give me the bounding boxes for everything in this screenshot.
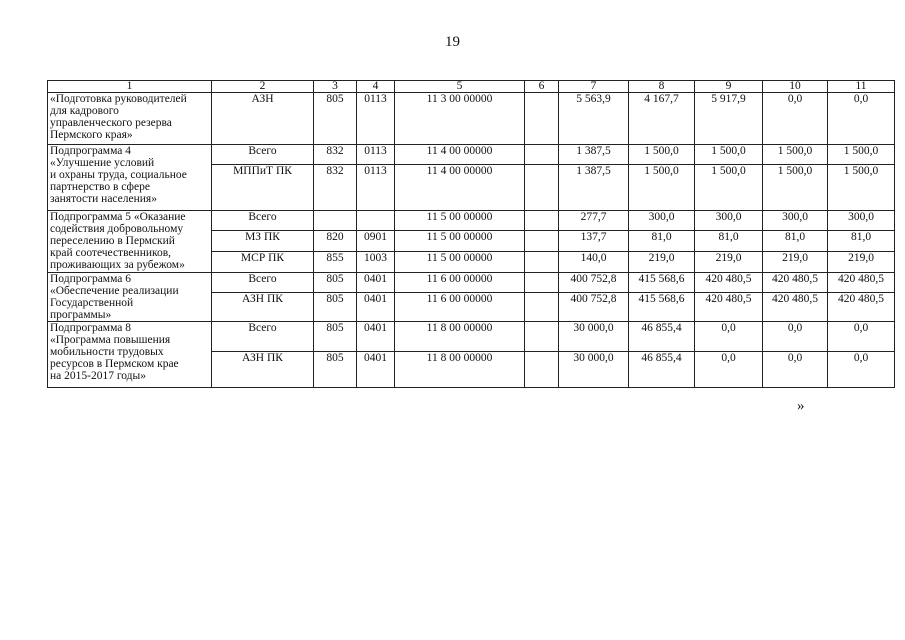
table-cell: 81,0 <box>695 231 763 252</box>
budget-table <box>47 80 895 388</box>
table-cell: 137,7 <box>559 231 629 252</box>
table-cell: 832 <box>314 165 357 211</box>
table-cell: 219,0 <box>828 252 895 273</box>
table-cell: 46 855,4 <box>629 352 695 388</box>
table-cell <box>525 252 559 273</box>
table-cell: 11 8 00 00000 <box>395 322 525 352</box>
column-header: 10 <box>763 81 828 93</box>
table-cell <box>314 211 357 231</box>
table-row <box>48 273 895 293</box>
page-number: 19 <box>445 34 460 50</box>
table-cell: 855 <box>314 252 357 273</box>
table-cell: Всего <box>212 273 314 293</box>
table-row <box>48 322 895 352</box>
program-name-cell: Подпрограмма 5 «Оказание содействия добровольному переселению в Пермский край соотечественников, проживающих за рубежом» <box>48 211 212 273</box>
table-cell: МЗ ПК <box>212 231 314 252</box>
table-cell: 11 8 00 00000 <box>395 352 525 388</box>
table-cell: 420 480,5 <box>828 273 895 293</box>
program-name-cell: «Подготовка руководителей для кадрового управленческого резерва Пермского края» <box>48 93 212 145</box>
table-cell: 300,0 <box>629 211 695 231</box>
table-cell: 0401 <box>357 352 395 388</box>
table-row <box>48 211 895 231</box>
table-cell <box>525 293 559 322</box>
table-cell: 219,0 <box>695 252 763 273</box>
table-cell <box>525 273 559 293</box>
table-cell: МППиТ ПК <box>212 165 314 211</box>
column-header: 8 <box>629 81 695 93</box>
table-cell: 805 <box>314 322 357 352</box>
table-cell <box>525 93 559 145</box>
table-cell: 11 6 00 00000 <box>395 293 525 322</box>
table-cell: 300,0 <box>695 211 763 231</box>
table-cell: 420 480,5 <box>695 273 763 293</box>
column-header: 7 <box>559 81 629 93</box>
table-cell: 81,0 <box>828 231 895 252</box>
column-header: 5 <box>395 81 525 93</box>
table-cell: 5 917,9 <box>695 93 763 145</box>
table-cell: 805 <box>314 352 357 388</box>
table-cell: 1 387,5 <box>559 145 629 165</box>
table-cell: МСР ПК <box>212 252 314 273</box>
table-cell: 0113 <box>357 93 395 145</box>
table-cell <box>525 322 559 352</box>
table-row <box>48 145 895 165</box>
table-cell: 0401 <box>357 293 395 322</box>
table-cell: 805 <box>314 93 357 145</box>
table-cell: 11 3 00 00000 <box>395 93 525 145</box>
table-cell: 0,0 <box>695 352 763 388</box>
program-name-cell: Подпрограмма 4 «Улучшение условий и охраны труда, социальное партнерство в сфере занятости населения» <box>48 145 212 211</box>
table-cell: 0901 <box>357 231 395 252</box>
column-header: 6 <box>525 81 559 93</box>
table-cell: 11 4 00 00000 <box>395 145 525 165</box>
table-cell: 5 563,9 <box>559 93 629 145</box>
table-cell: 0,0 <box>828 352 895 388</box>
table-cell: 805 <box>314 273 357 293</box>
table-cell: 0,0 <box>763 93 828 145</box>
closing-quote-mark: » <box>797 398 805 414</box>
table-cell: 0401 <box>357 273 395 293</box>
table-cell: 400 752,8 <box>559 293 629 322</box>
table-cell: 11 6 00 00000 <box>395 273 525 293</box>
table-cell <box>525 145 559 165</box>
table-cell: АЗН ПК <box>212 293 314 322</box>
table-cell: 1003 <box>357 252 395 273</box>
table-cell: 420 480,5 <box>763 293 828 322</box>
table-cell: 11 5 00 00000 <box>395 211 525 231</box>
table-cell: 1 500,0 <box>695 145 763 165</box>
table-cell: 46 855,4 <box>629 322 695 352</box>
table-cell: 11 4 00 00000 <box>395 165 525 211</box>
table-cell: 277,7 <box>559 211 629 231</box>
column-header: 9 <box>695 81 763 93</box>
table-cell: 1 500,0 <box>629 165 695 211</box>
table-cell: 11 5 00 00000 <box>395 252 525 273</box>
table-cell: 0,0 <box>828 93 895 145</box>
table-cell: 1 500,0 <box>763 165 828 211</box>
table-cell: Всего <box>212 211 314 231</box>
table-cell: 0113 <box>357 145 395 165</box>
table-cell: 1 500,0 <box>695 165 763 211</box>
table-cell: 0,0 <box>695 322 763 352</box>
table-cell: 420 480,5 <box>828 293 895 322</box>
table-cell: 400 752,8 <box>559 273 629 293</box>
table-cell: Всего <box>212 322 314 352</box>
column-header: 1 <box>48 81 212 93</box>
table-cell <box>357 211 395 231</box>
table-cell: 420 480,5 <box>763 273 828 293</box>
table-cell: АЗН <box>212 93 314 145</box>
column-header: 3 <box>314 81 357 93</box>
table-cell: 0,0 <box>763 322 828 352</box>
table-cell: 219,0 <box>763 252 828 273</box>
program-name-cell: Подпрограмма 8 «Программа повышения мобильности трудовых ресурсов в Пермском крае на 2015-2017 годы» <box>48 322 212 388</box>
table-cell: 820 <box>314 231 357 252</box>
table-cell <box>525 211 559 231</box>
table-cell: 415 568,6 <box>629 293 695 322</box>
table-cell: 832 <box>314 145 357 165</box>
table-cell <box>525 165 559 211</box>
table-cell: 1 500,0 <box>828 145 895 165</box>
table-cell: Всего <box>212 145 314 165</box>
table-cell: 30 000,0 <box>559 322 629 352</box>
column-header: 4 <box>357 81 395 93</box>
table-cell: 0113 <box>357 165 395 211</box>
table-cell: 30 000,0 <box>559 352 629 388</box>
table-cell: 219,0 <box>629 252 695 273</box>
table-cell: 1 500,0 <box>828 165 895 211</box>
table-cell <box>525 231 559 252</box>
table-cell: 81,0 <box>763 231 828 252</box>
table-cell: 1 500,0 <box>629 145 695 165</box>
table-cell: 1 500,0 <box>763 145 828 165</box>
table-cell: 0,0 <box>828 322 895 352</box>
table-cell: 300,0 <box>828 211 895 231</box>
table-cell: 140,0 <box>559 252 629 273</box>
program-name-cell: Подпрограмма 6 «Обеспечение реализации Государственной программы» <box>48 273 212 322</box>
table-cell: 805 <box>314 293 357 322</box>
table-cell: 0401 <box>357 322 395 352</box>
table-cell: 11 5 00 00000 <box>395 231 525 252</box>
column-header: 11 <box>828 81 895 93</box>
table-cell: 0,0 <box>763 352 828 388</box>
table-cell: 420 480,5 <box>695 293 763 322</box>
table-cell: 4 167,7 <box>629 93 695 145</box>
table-cell: 415 568,6 <box>629 273 695 293</box>
table-row <box>48 93 895 145</box>
table-cell: 1 387,5 <box>559 165 629 211</box>
table-cell: 300,0 <box>763 211 828 231</box>
table-cell: АЗН ПК <box>212 352 314 388</box>
column-header: 2 <box>212 81 314 93</box>
table-cell: 81,0 <box>629 231 695 252</box>
table-cell <box>525 352 559 388</box>
header-row <box>48 81 895 93</box>
